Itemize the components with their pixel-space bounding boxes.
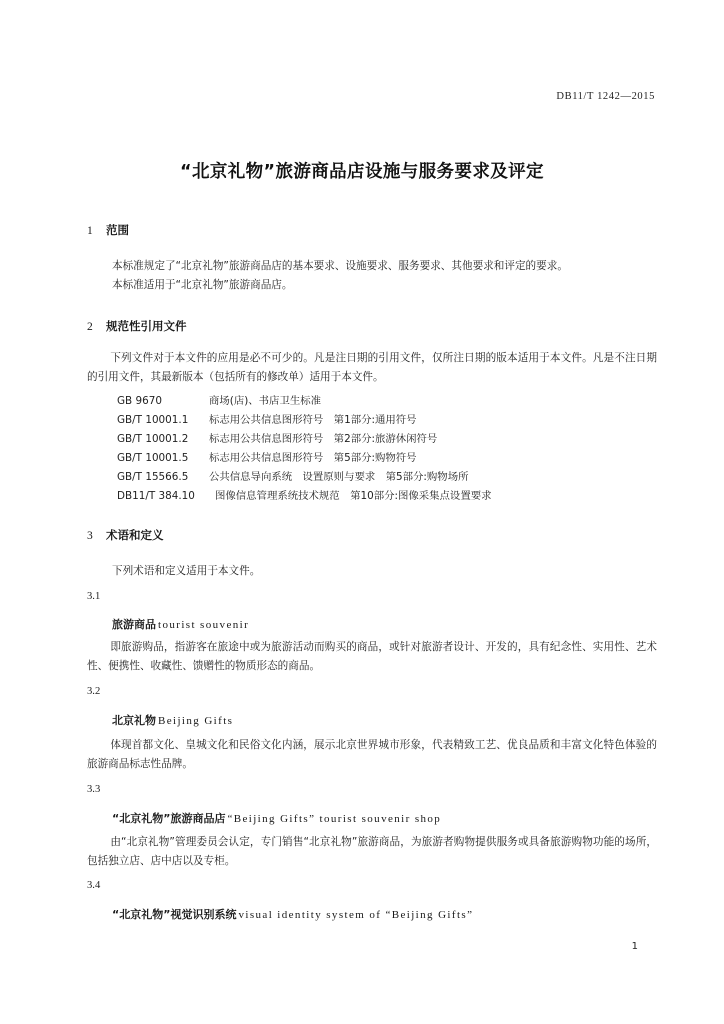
term-english: visual identity system of “Beijing Gifts” [238, 909, 474, 921]
page-number: 1 [631, 941, 638, 952]
term-chinese: “北京礼物”旅游商品店 [112, 812, 226, 825]
clause-number: 3.4 [87, 880, 101, 891]
term-definition: 体现首都文化、皇城文化和民俗文化内涵，展示北京世界城市形象，代表精致工艺、优良品质和丰富文化特色体验的旅游商品标志性品牌。 [87, 739, 657, 770]
section-number: 2 [87, 321, 93, 333]
reference-code: DB11/T 384.10 [117, 490, 195, 502]
reference-item [117, 430, 437, 445]
section-2-heading [87, 318, 187, 334]
section-title: 范围 [106, 223, 129, 237]
reference-title: 标志用公共信息图形符号 第2部分:旅游休闲符号 [209, 433, 438, 445]
section-title: 规范性引用文件 [106, 319, 187, 333]
reference-code: GB/T 15566.5 [117, 471, 189, 483]
reference-title: 标志用公共信息图形符号 第5部分:购物符号 [209, 452, 417, 464]
term-entry [112, 906, 473, 922]
reference-title: 公共信息导向系统 设置原则与要求 第5部分:购物场所 [209, 471, 469, 483]
terms-intro: 下列术语和定义适用于本文件。 [112, 565, 261, 577]
clause-number: 3.2 [87, 686, 101, 697]
section-1-heading [87, 222, 129, 238]
term-english: tourist souvenir [158, 619, 250, 631]
reference-title: 标志用公共信息图形符号 第1部分:通用符号 [209, 414, 417, 426]
term-chinese: “北京礼物”视觉识别系统 [112, 908, 237, 921]
term-english: Beijing Gifts [158, 715, 234, 727]
clause-number: 3.3 [87, 784, 101, 795]
section-title: 术语和定义 [106, 528, 164, 542]
reference-code: GB/T 10001.1 [117, 414, 189, 426]
normative-references-intro: 下列文件对于本文件的应用是必不可少的。凡是注日期的引用文件，仅所注日期的版本适用于本文件。凡是不注日期的引用文件，其最新版本（包括所有的修改单）适用于本文件。 [87, 352, 657, 383]
reference-item [117, 468, 468, 483]
term-entry [112, 810, 441, 826]
section-number: 1 [87, 225, 93, 237]
reference-code: GB/T 10001.2 [117, 433, 189, 445]
term-definition: 即旅游购品，指游客在旅途中或为旅游活动而购买的商品，或针对旅游者设计、开发的，具有纪念性、实用性、艺术性、便携性、收藏性、馈赠性的物质形态的商品。 [87, 641, 657, 672]
term-entry [112, 712, 233, 728]
section-number: 3 [87, 530, 93, 542]
scope-paragraph: 本标准规定了“北京礼物”旅游商品店的基本要求、设施要求、服务要求、其他要求和评定的要求。 [112, 260, 568, 272]
term-chinese: 北京礼物 [112, 714, 156, 727]
reference-item [117, 449, 417, 464]
term-entry [112, 616, 249, 632]
section-3-heading [87, 527, 164, 543]
term-chinese: 旅游商品 [112, 618, 156, 631]
reference-title: 图像信息管理系统技术规范 第10部分:图像采集点设置要求 [215, 490, 492, 502]
reference-item [117, 411, 417, 426]
reference-title: 商场(店)、书店卫生标准 [209, 395, 322, 407]
scope-applicability: 本标准适用于“北京礼物”旅游商品店。 [112, 279, 293, 291]
reference-item [117, 392, 321, 407]
term-definition: 由“北京礼物”管理委员会认定，专门销售“北京礼物”旅游商品，为旅游者购物提供服务或具备旅游购物功能的场所，包括独立店、店中店以及专柜。 [87, 836, 657, 867]
standard-code: DB11/T 1242—2015 [556, 91, 655, 102]
document-title: “北京礼物”旅游商品店设施与服务要求及评定 [180, 162, 544, 182]
reference-item [117, 487, 492, 502]
reference-code: GB/T 10001.5 [117, 452, 189, 464]
clause-number: 3.1 [87, 591, 101, 602]
reference-code: GB 9670 [117, 395, 162, 407]
term-english: “Beijing Gifts” tourist souvenir shop [227, 813, 442, 825]
